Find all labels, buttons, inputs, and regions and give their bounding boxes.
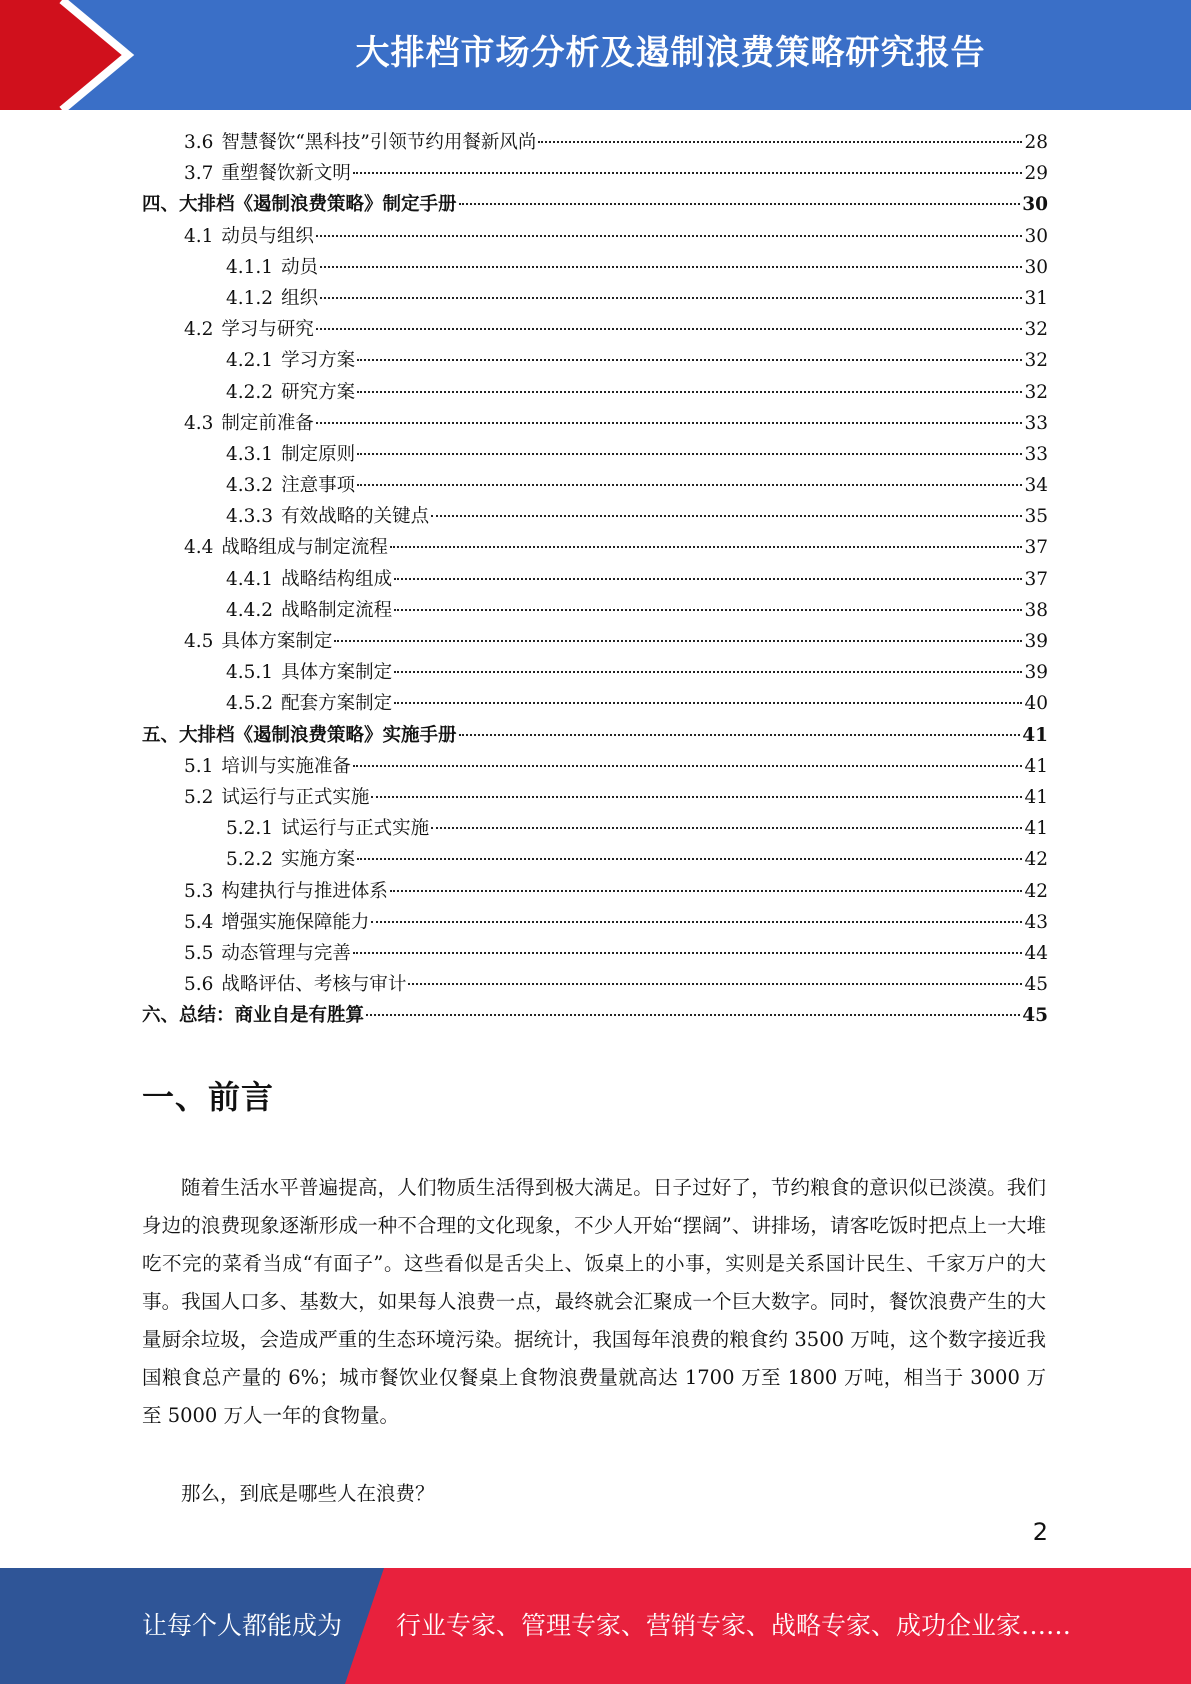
toc-entry-page: 34 — [1024, 475, 1048, 497]
toc-dot-leader — [459, 734, 1021, 736]
toc-entry-title: 动态管理与完善 — [221, 942, 351, 964]
toc-entry-number: 5.5 — [184, 942, 214, 964]
toc-dot-leader — [357, 359, 1022, 361]
footer-banner — [0, 1568, 1191, 1684]
page-title: 大排档市场分析及遏制浪费策略研究报告 — [355, 33, 986, 73]
toc-dot-leader — [353, 172, 1023, 174]
body-paragraph: 随着生活水平普遍提高，人们物质生活得到极大满足。日子过好了，节约粮食的意识似已淡漠。我们身边的浪费现象逐渐形成一种不合理的文化现象，不少人开始“摆阔”、讲排场，请客吃饭时把点上一大堆吃不完的菜肴当成“有面子”。这些看似是舌尖上、饭桌上的小事，实则是关系国计民生、千家万户的大事。我国人口多、基数大，如果每人浪费一点，最终就会汇聚成一个巨大数字。同时，餐饮浪费产生的大量厨余垃圾，会造成严重的生态环境污染。据统计，我国每年浪费的粮食约 3500 万吨，这个数字接近我国粮食总产量的 6%；城市餐饮业仅餐桌上食物浪费量就高达 1700 万至 1800 万吨，相当于 3000 万至 5000 万人一年的食物量。 — [142, 1176, 1047, 1427]
toc-dot-leader — [371, 796, 1022, 798]
toc-entry-title: 战略评估、考核与审计 — [221, 974, 407, 996]
toc-entry[interactable] — [142, 814, 1048, 845]
toc-entry-title: 构建执行与推进体系 — [221, 880, 388, 902]
toc-entry[interactable] — [142, 565, 1048, 596]
toc-entry[interactable] — [142, 970, 1048, 1001]
toc-entry-title: 四、大排档《遏制浪费策略》制定手册 — [142, 194, 457, 216]
toc-entry-number: 5.3 — [184, 880, 214, 902]
toc-entry-page: 30 — [1024, 225, 1048, 247]
toc-entry-title: 组织 — [281, 287, 319, 309]
toc-entry-number: 3.7 — [184, 163, 214, 185]
toc-dot-leader — [459, 203, 1021, 205]
toc-entry[interactable] — [142, 222, 1048, 253]
toc-dot-leader — [320, 297, 1022, 299]
toc-entry-page: 37 — [1024, 537, 1048, 559]
toc-entry-page: 37 — [1024, 568, 1048, 590]
toc-entry[interactable] — [142, 752, 1048, 783]
toc-entry-number: 5.6 — [184, 974, 214, 996]
toc-entry-number: 5.1 — [184, 755, 214, 777]
toc-entry-page: 33 — [1024, 443, 1048, 465]
toc-entry-number: 4.4 — [184, 537, 214, 559]
toc-entry-page: 32 — [1024, 381, 1048, 403]
toc-entry-title: 学习方案 — [281, 350, 356, 372]
toc-dot-leader — [394, 578, 1022, 580]
toc-entry-page: 39 — [1024, 662, 1048, 684]
toc-entry-title: 战略结构组成 — [281, 568, 393, 590]
footer-slogan-right: 行业专家、管理专家、营销专家、战略专家、成功企业家…… — [396, 1611, 1072, 1640]
toc-entry-page: 32 — [1024, 350, 1048, 372]
header-banner — [0, 0, 1191, 110]
toc-entry-title: 智慧餐饮“黑科技”引领节约用餐新风尚 — [221, 132, 537, 153]
toc-entry-page: 42 — [1024, 849, 1048, 871]
toc-entry[interactable] — [142, 409, 1048, 440]
toc-dot-leader — [538, 141, 1022, 143]
section-heading: 一、前言 — [142, 1078, 275, 1116]
toc-entry-number: 4.4.1 — [226, 568, 274, 590]
toc-dot-leader — [353, 952, 1023, 954]
toc-dot-leader — [316, 422, 1023, 424]
toc-entry-number: 5.2.2 — [226, 849, 274, 871]
toc-entry[interactable] — [142, 939, 1048, 970]
header-arrow-decoration — [0, 0, 150, 110]
toc-dot-leader — [316, 235, 1023, 237]
toc-entry-number: 4.3 — [184, 412, 214, 434]
toc-entry-title: 试运行与正式实施 — [281, 818, 430, 840]
toc-dot-leader — [357, 391, 1022, 393]
toc-entry-title: 有效战略的关键点 — [281, 506, 430, 528]
toc-entry[interactable] — [142, 845, 1048, 876]
toc-entry-number: 4.1.1 — [226, 256, 274, 278]
toc-entry-page: 35 — [1024, 506, 1048, 528]
toc-entry-number: 4.5.2 — [226, 693, 274, 715]
toc-dot-leader — [394, 702, 1022, 704]
toc-entry[interactable] — [142, 471, 1048, 502]
toc-entry[interactable] — [142, 346, 1048, 377]
toc-entry[interactable] — [142, 533, 1048, 564]
toc-entry-number: 4.2.1 — [226, 350, 274, 372]
toc-entry-title: 具体方案制定 — [221, 631, 333, 652]
toc-entry-page: 32 — [1024, 319, 1048, 341]
toc-entry-page: 45 — [1022, 1005, 1048, 1027]
toc-dot-leader — [353, 765, 1023, 767]
toc-dot-leader — [431, 515, 1022, 517]
toc-entry-title: 试运行与正式实施 — [221, 786, 370, 808]
toc-entry-number: 4.1.2 — [226, 287, 274, 309]
toc-entry-page: 41 — [1024, 786, 1048, 808]
toc-entry-title: 制定前准备 — [221, 412, 314, 434]
toc-entry[interactable] — [142, 159, 1048, 190]
toc-entry-number: 5.2.1 — [226, 818, 274, 840]
toc-entry-page: 43 — [1024, 911, 1048, 933]
toc-entry-page: 41 — [1022, 724, 1048, 746]
toc-entry[interactable] — [142, 190, 1048, 221]
toc-entry-number: 5.2 — [184, 786, 214, 808]
toc-entry-page: 33 — [1024, 412, 1048, 434]
toc-entry-title: 动员与组织 — [221, 225, 314, 247]
toc-entry[interactable] — [142, 596, 1048, 627]
toc-entry-number: 4.3.1 — [226, 443, 274, 465]
toc-dot-leader — [390, 546, 1023, 548]
toc-dot-leader — [394, 609, 1022, 611]
toc-entry-number: 4.2 — [184, 319, 214, 341]
toc-dot-leader — [394, 671, 1022, 673]
toc-entry-title: 配套方案制定 — [281, 693, 393, 715]
toc-entry[interactable] — [142, 658, 1048, 689]
toc-entry[interactable] — [142, 128, 1048, 159]
toc-entry[interactable] — [142, 627, 1048, 658]
toc-dot-leader — [334, 640, 1022, 642]
toc-entry-page: 40 — [1024, 693, 1048, 715]
toc-entry-number: 4.5 — [184, 631, 214, 652]
toc-entry-title: 战略制定流程 — [281, 599, 393, 621]
toc-entry-title: 重塑餐饮新文明 — [221, 163, 351, 185]
toc-entry-page: 29 — [1024, 163, 1048, 185]
toc-entry-title: 六、总结：商业自是有胜算 — [142, 1005, 365, 1027]
toc-entry-page: 28 — [1024, 132, 1048, 153]
toc-entry[interactable] — [142, 315, 1048, 346]
toc-entry[interactable] — [142, 1001, 1048, 1032]
toc-entry-number: 3.6 — [184, 132, 214, 153]
toc-entry[interactable] — [142, 908, 1048, 939]
toc-entry-page: 39 — [1024, 631, 1048, 652]
toc-entry-title: 战略组成与制定流程 — [221, 537, 388, 559]
toc-dot-leader — [320, 266, 1022, 268]
toc-entry-number: 4.4.2 — [226, 599, 274, 621]
toc-entry-number: 4.3.2 — [226, 475, 274, 497]
toc-entry[interactable] — [142, 440, 1048, 471]
toc-dot-leader — [357, 453, 1022, 455]
toc-entry-title: 增强实施保障能力 — [221, 911, 370, 933]
toc-entry-title: 实施方案 — [281, 849, 356, 871]
toc-dot-leader — [316, 328, 1023, 330]
toc-entry-title: 研究方案 — [281, 381, 356, 403]
toc-entry-title: 注意事项 — [281, 475, 356, 497]
toc-entry-title: 制定原则 — [281, 443, 356, 465]
page-number: 2 — [1032, 1518, 1048, 1546]
toc-dot-leader — [390, 890, 1023, 892]
toc-entry-number: 4.3.3 — [226, 506, 274, 528]
toc-entry[interactable] — [142, 378, 1048, 409]
toc-entry[interactable] — [142, 721, 1048, 752]
toc-entry-page: 42 — [1024, 880, 1048, 902]
toc-entry-number: 4.5.1 — [226, 662, 274, 684]
toc-dot-leader — [431, 827, 1022, 829]
toc-entry-page: 44 — [1024, 942, 1048, 964]
toc-dot-leader — [366, 1014, 1020, 1016]
toc-entry-page: 30 — [1022, 194, 1048, 216]
toc-entry-page: 41 — [1024, 755, 1048, 777]
toc-entry[interactable] — [142, 783, 1048, 814]
toc-entry-title: 学习与研究 — [221, 319, 314, 341]
toc-dot-leader — [371, 921, 1022, 923]
toc-dot-leader — [357, 858, 1022, 860]
toc-entry-title: 动员 — [281, 256, 319, 278]
toc-entry[interactable] — [142, 877, 1048, 908]
toc-entry-number: 4.2.2 — [226, 381, 274, 403]
toc-entry-page: 38 — [1024, 599, 1048, 621]
footer-slogan-left: 让每个人都能成为 — [142, 1611, 343, 1640]
body-paragraph: 那么，到底是哪些人在浪费？ — [181, 1482, 435, 1505]
toc-dot-leader — [408, 983, 1022, 985]
toc-entry-page: 31 — [1024, 287, 1048, 309]
toc-entry[interactable] — [142, 689, 1048, 720]
toc-entry-number: 5.4 — [184, 911, 214, 933]
toc-entry-title: 五、大排档《遏制浪费策略》实施手册 — [142, 724, 457, 746]
toc-entry[interactable] — [142, 253, 1048, 284]
toc-entry[interactable] — [142, 502, 1048, 533]
toc-dot-leader — [357, 484, 1022, 486]
toc-entry-page: 41 — [1024, 818, 1048, 840]
toc-entry-title: 具体方案制定 — [281, 662, 393, 684]
toc-entry-title: 培训与实施准备 — [221, 755, 351, 777]
toc-entry-page: 30 — [1024, 256, 1048, 278]
toc-entry-page: 45 — [1024, 974, 1048, 996]
toc-entry[interactable] — [142, 284, 1048, 315]
toc-entry-number: 4.1 — [184, 225, 214, 247]
table-of-contents — [142, 128, 1048, 1032]
